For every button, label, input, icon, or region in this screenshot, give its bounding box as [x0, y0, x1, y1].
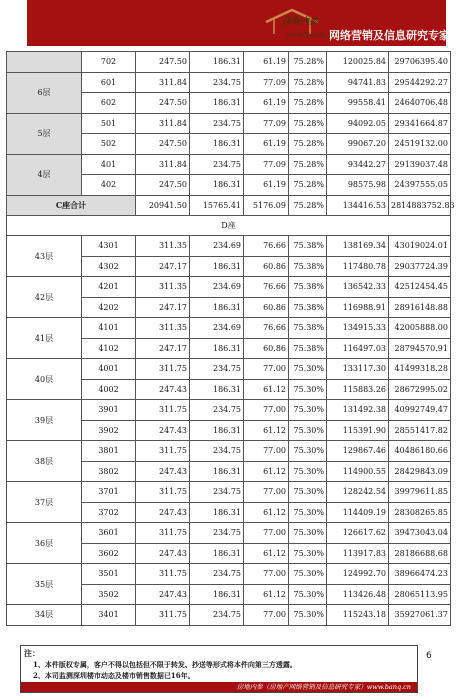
value-cell: 117480.78 — [327, 256, 389, 277]
value-cell: 234.75 — [190, 523, 244, 544]
page-number: 6 — [426, 651, 432, 661]
value-cell: 311.84 — [136, 113, 190, 134]
unit-cell: 4201 — [82, 277, 136, 298]
value-cell: 75.30% — [289, 543, 327, 564]
value-cell: 28794570.91 — [389, 338, 451, 359]
value-cell: 75.38% — [289, 297, 327, 318]
value-cell: 186.31 — [190, 338, 244, 359]
table-row — [7, 564, 451, 585]
value-cell: 311.75 — [136, 400, 190, 421]
value-cell: 75.38% — [289, 277, 327, 298]
value-cell: 61.19 — [244, 134, 289, 155]
value-cell: 93442.27 — [327, 154, 389, 175]
unit-cell: 3902 — [82, 420, 136, 441]
value-cell: 247.50 — [136, 175, 190, 196]
unit-cell: 3901 — [82, 400, 136, 421]
value-cell: 75.28% — [289, 154, 327, 175]
value-cell: 234.75 — [190, 564, 244, 585]
value-cell: 126617.62 — [327, 523, 389, 544]
value-cell: 98575.98 — [327, 175, 389, 196]
value-cell: 76.66 — [244, 236, 289, 257]
value-cell: 28429843.09 — [389, 461, 451, 482]
value-cell: 120025.84 — [327, 52, 389, 73]
value-cell: 75.38% — [289, 338, 327, 359]
value-cell: 247.43 — [136, 420, 190, 441]
value-cell: 75.28% — [289, 175, 327, 196]
value-cell: 247.17 — [136, 338, 190, 359]
value-cell: 24519132.00 — [389, 134, 451, 155]
total-value-cell: 5176.09 — [244, 195, 289, 216]
value-cell: 61.12 — [244, 584, 289, 605]
value-cell: 61.19 — [244, 52, 289, 73]
value-cell: 247.43 — [136, 461, 190, 482]
floor-cell: 42层 — [7, 277, 82, 318]
value-cell: 75.30% — [289, 502, 327, 523]
value-cell: 76.66 — [244, 318, 289, 339]
value-cell: 311.75 — [136, 359, 190, 380]
value-cell: 186.31 — [190, 52, 244, 73]
notes-title: 注： — [24, 648, 40, 658]
value-cell: 75.30% — [289, 379, 327, 400]
value-cell: 75.30% — [289, 420, 327, 441]
value-cell: 75.28% — [289, 134, 327, 155]
unit-cell: 4001 — [82, 359, 136, 380]
unit-cell: 4002 — [82, 379, 136, 400]
value-cell: 77.00 — [244, 400, 289, 421]
value-cell: 247.50 — [136, 52, 190, 73]
value-cell: 28065113.95 — [389, 584, 451, 605]
value-cell: 129867.46 — [327, 441, 389, 462]
value-cell: 75.30% — [289, 605, 327, 626]
unit-cell: 601 — [82, 72, 136, 93]
value-cell: 28551417.82 — [389, 420, 451, 441]
value-cell: 77.00 — [244, 564, 289, 585]
value-cell: 28916148.88 — [389, 297, 451, 318]
value-cell: 77.00 — [244, 523, 289, 544]
value-cell: 311.84 — [136, 72, 190, 93]
total-value-cell: 75.28% — [289, 195, 327, 216]
unit-cell: 3701 — [82, 482, 136, 503]
value-cell: 134915.33 — [327, 318, 389, 339]
value-cell: 138169.34 — [327, 236, 389, 257]
value-cell: 61.12 — [244, 543, 289, 564]
value-cell: 75.30% — [289, 482, 327, 503]
floor-cell: 37层 — [7, 482, 82, 523]
floor-cell: 36层 — [7, 523, 82, 564]
value-cell: 311.35 — [136, 318, 190, 339]
notes-box — [20, 645, 418, 693]
section-label: D座 — [7, 216, 451, 236]
price-table — [6, 51, 455, 626]
value-cell: 28308265.85 — [389, 502, 451, 523]
value-cell: 35927061.37 — [389, 605, 451, 626]
value-cell: 24397555.05 — [389, 175, 451, 196]
floor-cell: 6层 — [7, 72, 82, 113]
value-cell: 311.75 — [136, 564, 190, 585]
value-cell: 28672995.02 — [389, 379, 451, 400]
value-cell: 75.28% — [289, 93, 327, 114]
value-cell: 186.31 — [190, 543, 244, 564]
total-row — [7, 195, 451, 216]
value-cell: 75.38% — [289, 256, 327, 277]
value-cell: 186.31 — [190, 134, 244, 155]
value-cell: 234.75 — [190, 605, 244, 626]
unit-cell: 4202 — [82, 297, 136, 318]
value-cell: 114900.55 — [327, 461, 389, 482]
table-row — [7, 154, 451, 175]
value-cell: 29139037.48 — [389, 154, 451, 175]
floor-cell — [7, 52, 82, 73]
unit-cell: 4102 — [82, 338, 136, 359]
value-cell: 75.28% — [289, 113, 327, 134]
value-cell: 115883.26 — [327, 379, 389, 400]
value-cell: 43019024.01 — [389, 236, 451, 257]
value-cell: 77.09 — [244, 154, 289, 175]
total-value-cell: 15765.41 — [190, 195, 244, 216]
value-cell: 75.28% — [289, 72, 327, 93]
unit-cell: 3401 — [82, 605, 136, 626]
value-cell: 234.75 — [190, 154, 244, 175]
value-cell: 115391.90 — [327, 420, 389, 441]
value-cell: 77.09 — [244, 113, 289, 134]
table-row — [7, 482, 451, 503]
table-row — [7, 605, 451, 626]
value-cell: 247.17 — [136, 297, 190, 318]
unit-cell: 3501 — [82, 564, 136, 585]
value-cell: 247.50 — [136, 134, 190, 155]
value-cell: 234.69 — [190, 318, 244, 339]
total-label: C座合计 — [7, 195, 136, 216]
value-cell: 247.43 — [136, 543, 190, 564]
value-cell: 76.66 — [244, 277, 289, 298]
value-cell: 311.84 — [136, 154, 190, 175]
value-cell: 234.75 — [190, 72, 244, 93]
value-cell: 128242.54 — [327, 482, 389, 503]
value-cell: 94092.05 — [327, 113, 389, 134]
value-cell: 186.31 — [190, 256, 244, 277]
value-cell: 186.31 — [190, 584, 244, 605]
value-cell: 186.31 — [190, 420, 244, 441]
value-cell: 133117.30 — [327, 359, 389, 380]
unit-cell: 401 — [82, 154, 136, 175]
value-cell: 39979611.85 — [389, 482, 451, 503]
table-row — [7, 277, 451, 298]
floor-cell: 41层 — [7, 318, 82, 359]
logo-url-text: www.BANQ.cn — [286, 31, 336, 39]
value-cell: 61.12 — [244, 379, 289, 400]
value-cell: 311.75 — [136, 482, 190, 503]
value-cell: 75.30% — [289, 523, 327, 544]
value-cell: 75.30% — [289, 461, 327, 482]
value-cell: 24640706.48 — [389, 93, 451, 114]
value-cell: 234.75 — [190, 400, 244, 421]
total-value-cell: 134416.53 — [327, 195, 389, 216]
value-cell: 77.00 — [244, 359, 289, 380]
value-cell: 39473043.04 — [389, 523, 451, 544]
value-cell: 99558.41 — [327, 93, 389, 114]
value-cell: 113426.48 — [327, 584, 389, 605]
value-cell: 136542.33 — [327, 277, 389, 298]
unit-cell: 502 — [82, 134, 136, 155]
value-cell: 75.38% — [289, 236, 327, 257]
unit-cell: 602 — [82, 93, 136, 114]
value-cell: 40486180.66 — [389, 441, 451, 462]
value-cell: 60.86 — [244, 256, 289, 277]
value-cell: 247.43 — [136, 502, 190, 523]
value-cell: 124992.70 — [327, 564, 389, 585]
value-cell: 131492.38 — [327, 400, 389, 421]
value-cell: 29037724.39 — [389, 256, 451, 277]
footer-bar — [21, 682, 417, 692]
value-cell: 75.30% — [289, 359, 327, 380]
value-cell: 234.69 — [190, 236, 244, 257]
value-cell: 42005888.00 — [389, 318, 451, 339]
floor-cell: 38层 — [7, 441, 82, 482]
value-cell: 75.30% — [289, 400, 327, 421]
floor-cell: 5层 — [7, 113, 82, 154]
total-value-cell: 20941.50 — [136, 195, 190, 216]
value-cell: 41499318.28 — [389, 359, 451, 380]
value-cell: 116497.03 — [327, 338, 389, 359]
table-row — [7, 523, 451, 544]
floor-cell: 39层 — [7, 400, 82, 441]
value-cell: 75.28% — [289, 52, 327, 73]
value-cell: 186.31 — [190, 297, 244, 318]
unit-cell: 501 — [82, 113, 136, 134]
value-cell: 40992749.47 — [389, 400, 451, 421]
value-cell: 113917.83 — [327, 543, 389, 564]
unit-cell: 3802 — [82, 461, 136, 482]
value-cell: 114409.19 — [327, 502, 389, 523]
value-cell: 234.75 — [190, 482, 244, 503]
value-cell: 75.30% — [289, 441, 327, 462]
value-cell: 311.35 — [136, 277, 190, 298]
table-row — [7, 113, 451, 134]
value-cell: 186.31 — [190, 379, 244, 400]
value-cell: 186.31 — [190, 461, 244, 482]
unit-cell: 4101 — [82, 318, 136, 339]
value-cell: 75.38% — [289, 318, 327, 339]
value-cell: 234.69 — [190, 277, 244, 298]
value-cell: 77.09 — [244, 72, 289, 93]
value-cell: 234.75 — [190, 441, 244, 462]
value-cell: 29341664.87 — [389, 113, 451, 134]
value-cell: 115243.18 — [327, 605, 389, 626]
floor-cell: 35层 — [7, 564, 82, 605]
floor-cell: 43层 — [7, 236, 82, 277]
value-cell: 247.50 — [136, 93, 190, 114]
value-cell: 311.75 — [136, 605, 190, 626]
value-cell: 247.43 — [136, 584, 190, 605]
value-cell: 311.75 — [136, 441, 190, 462]
floor-cell: 4层 — [7, 154, 82, 195]
value-cell: 77.00 — [244, 605, 289, 626]
value-cell: 42512454.45 — [389, 277, 451, 298]
floor-cell: 34层 — [7, 605, 82, 626]
value-cell: 61.19 — [244, 175, 289, 196]
header-slogan: 网络营销及信息研究专家 — [329, 29, 450, 42]
unit-cell: 4302 — [82, 256, 136, 277]
unit-cell: 3601 — [82, 523, 136, 544]
floor-cell: 40层 — [7, 359, 82, 400]
table-row — [7, 318, 451, 339]
unit-cell: 3801 — [82, 441, 136, 462]
unit-cell: 3502 — [82, 584, 136, 605]
value-cell: 60.86 — [244, 297, 289, 318]
value-cell: 94741.83 — [327, 72, 389, 93]
note-copyright: 1、本件版权专属，客户不得以包括但不限于转发、抄送等形式将本件向第三方透露。 — [33, 660, 297, 669]
table-row — [7, 72, 451, 93]
value-cell: 247.17 — [136, 256, 190, 277]
unit-cell: 702 — [82, 52, 136, 73]
value-cell: 29544292.27 — [389, 72, 451, 93]
table-row — [7, 236, 451, 257]
value-cell: 61.12 — [244, 502, 289, 523]
table-row — [7, 359, 451, 380]
value-cell: 75.30% — [289, 564, 327, 585]
value-cell: 311.75 — [136, 523, 190, 544]
table-row — [7, 400, 451, 421]
value-cell: 29706395.40 — [389, 52, 451, 73]
value-cell: 61.12 — [244, 420, 289, 441]
value-cell: 186.31 — [190, 175, 244, 196]
value-cell: 61.12 — [244, 461, 289, 482]
value-cell: 38966474.23 — [389, 564, 451, 585]
value-cell: 116988.91 — [327, 297, 389, 318]
value-cell: 60.86 — [244, 338, 289, 359]
unit-cell: 3602 — [82, 543, 136, 564]
unit-cell: 402 — [82, 175, 136, 196]
value-cell: 186.31 — [190, 502, 244, 523]
table-row — [7, 441, 451, 462]
section-row — [7, 216, 451, 236]
value-cell: 311.35 — [136, 236, 190, 257]
total-value-cell: 2814883752.83 — [389, 195, 451, 216]
unit-cell: 4301 — [82, 236, 136, 257]
value-cell: 77.00 — [244, 482, 289, 503]
value-cell: 77.00 — [244, 441, 289, 462]
value-cell: 75.30% — [289, 584, 327, 605]
footer-bar-text: 房地内参（房地产网络营销及信息研究专家）www.banq.cn — [236, 683, 411, 691]
unit-cell: 3702 — [82, 502, 136, 523]
value-cell: 186.31 — [190, 93, 244, 114]
value-cell: 234.75 — [190, 359, 244, 380]
value-cell: 247.43 — [136, 379, 190, 400]
note-monitoring: 2、本司监测深圳楼市动态及楼市销售数据已16年。 — [33, 671, 195, 680]
logo-brand-text: 房地内参 — [282, 17, 319, 27]
value-cell: 28186688.68 — [389, 543, 451, 564]
table-row — [7, 52, 451, 73]
value-cell: 61.19 — [244, 93, 289, 114]
value-cell: 99067.20 — [327, 134, 389, 155]
value-cell: 234.75 — [190, 113, 244, 134]
